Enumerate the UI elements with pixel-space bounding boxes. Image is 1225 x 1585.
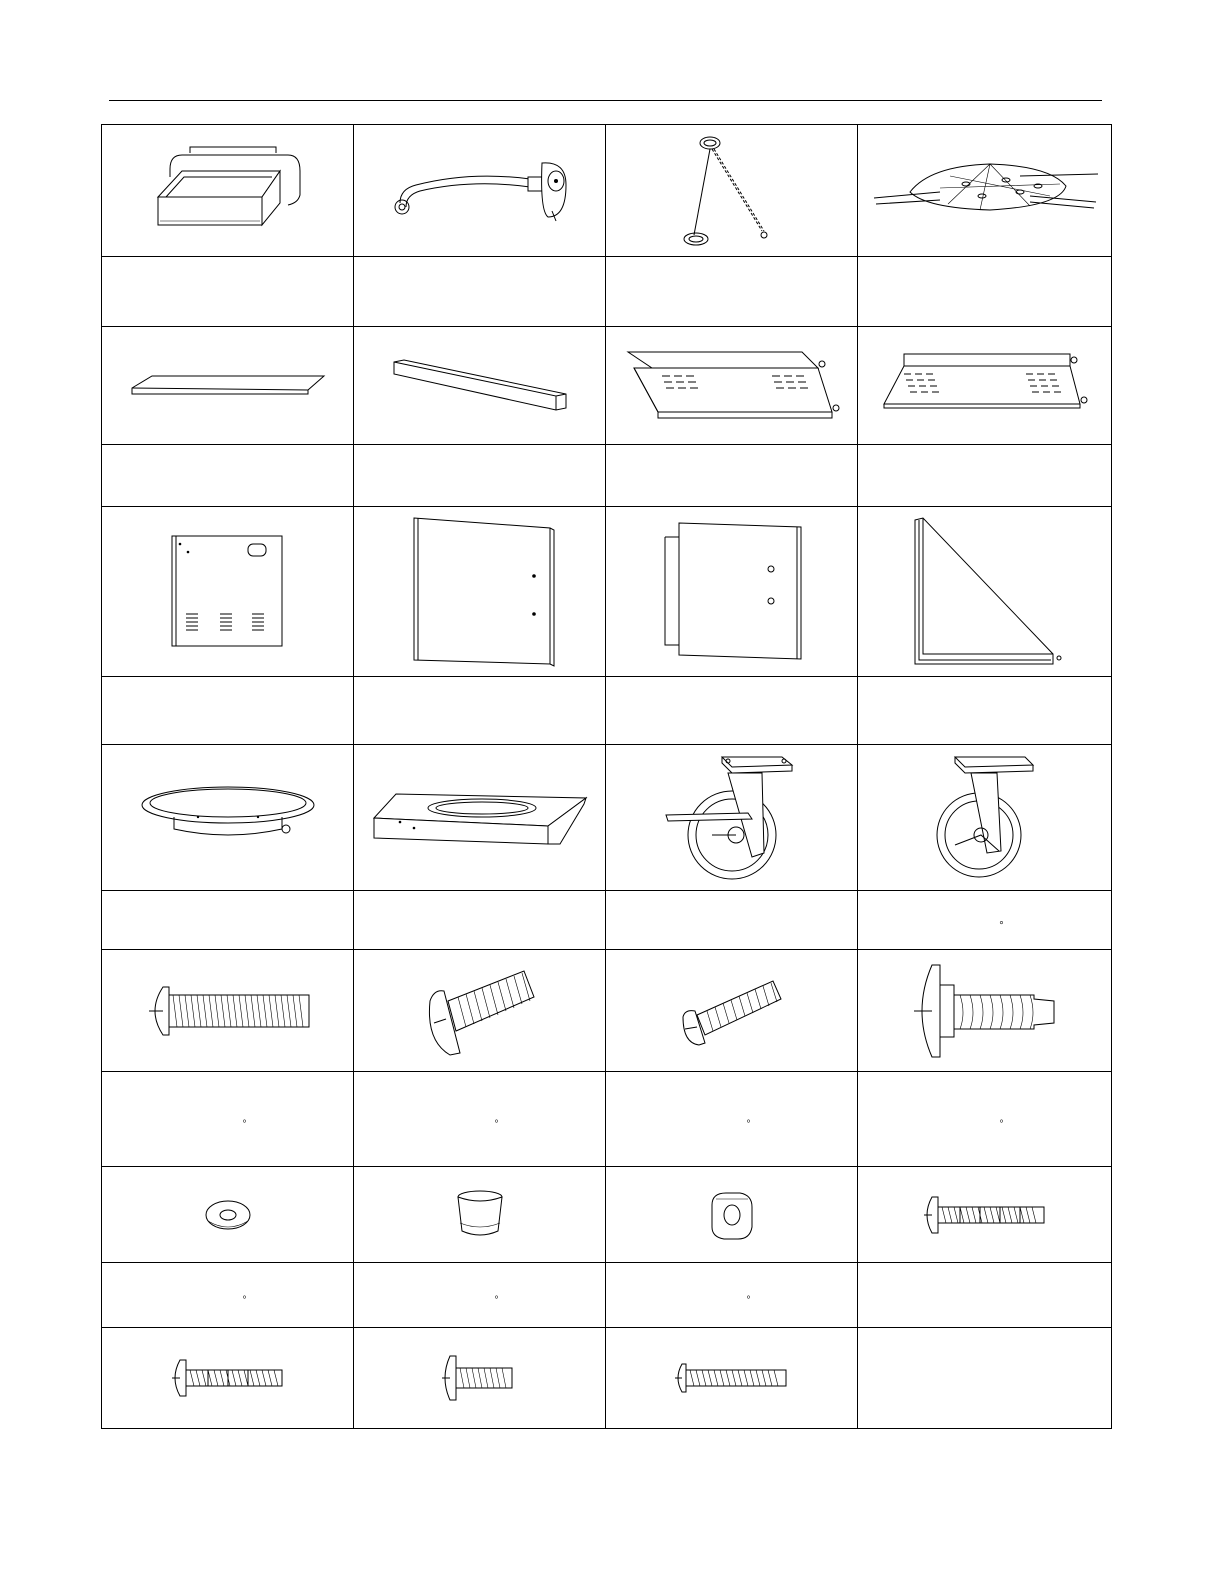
part-label: ° <box>999 1119 1004 1130</box>
header-rule <box>109 100 1102 101</box>
gas-hose-regulator-icon <box>380 141 580 241</box>
part-cell <box>354 950 606 1072</box>
long-bolt-icon <box>143 981 313 1041</box>
right-side-panel-icon <box>657 517 807 667</box>
parts-image-row <box>102 1328 1112 1429</box>
swivel-caster-icon <box>925 753 1045 883</box>
bottom-shelf-icon <box>622 346 842 426</box>
parts-label-row <box>102 677 1112 745</box>
part-cell <box>102 507 354 677</box>
short-bolt-icon <box>677 971 787 1051</box>
rear-panel-icon <box>168 532 288 652</box>
left-side-panel-icon <box>400 514 560 670</box>
part-cell <box>102 125 354 257</box>
drawer-tray-icon <box>148 141 308 241</box>
door-bracket-icon <box>905 514 1065 670</box>
part-label: ° <box>494 1295 499 1306</box>
part-label <box>606 464 857 488</box>
parts-image-row <box>102 507 1112 677</box>
part-label <box>858 1283 1111 1307</box>
part-label: ° <box>494 1119 499 1130</box>
parts-image-row <box>102 950 1112 1072</box>
part-cell <box>354 745 606 891</box>
medium-screw-icon <box>168 1356 288 1400</box>
part-label: ° <box>242 1119 247 1130</box>
part-cell <box>102 1167 354 1263</box>
part-cell <box>354 327 606 445</box>
part-label: ° <box>746 1295 751 1306</box>
part-label <box>354 908 605 932</box>
part-cell <box>102 327 354 445</box>
part-cell <box>354 125 606 257</box>
part-label <box>858 464 1111 488</box>
locking-caster-icon <box>652 753 812 883</box>
part-label <box>606 699 857 723</box>
part-cell <box>858 125 1112 257</box>
part-cell <box>606 327 858 445</box>
part-cell <box>606 745 858 891</box>
part-cell <box>606 950 858 1072</box>
part-cell <box>102 950 354 1072</box>
part-cell <box>858 1328 1112 1429</box>
parts-label-row <box>102 257 1112 327</box>
top-shelf-icon <box>880 346 1090 426</box>
part-cell <box>606 507 858 677</box>
part-label <box>102 908 353 932</box>
long-screw-icon <box>672 1360 792 1396</box>
burner-ring-icon <box>138 783 318 853</box>
machine-screw-icon <box>920 1193 1050 1237</box>
part-cell <box>858 507 1112 677</box>
part-label <box>354 280 605 304</box>
lighter-chain-icon <box>672 131 792 251</box>
part-label <box>354 699 605 723</box>
top-panel-icon <box>370 778 590 858</box>
parts-image-row <box>102 745 1112 891</box>
part-label <box>102 699 353 723</box>
parts-label-row <box>102 1072 1112 1167</box>
part-cell <box>858 745 1112 891</box>
part-cell <box>354 507 606 677</box>
part-cell <box>858 1167 1112 1263</box>
part-cell <box>102 745 354 891</box>
part-cell <box>354 1328 606 1429</box>
part-cell <box>102 1328 354 1429</box>
part-label <box>606 908 857 932</box>
parts-image-row <box>102 125 1112 257</box>
part-cell <box>858 950 1112 1072</box>
part-label <box>606 280 857 304</box>
part-cell <box>354 1167 606 1263</box>
rail-bar-icon <box>390 356 570 416</box>
short-screw-icon <box>440 1350 520 1406</box>
parts-image-row <box>102 327 1112 445</box>
part-label: ° <box>242 1295 247 1306</box>
parts-label-row <box>102 1263 1112 1328</box>
part-label <box>102 280 353 304</box>
parts-label-row <box>102 445 1112 507</box>
rubber-foot-icon <box>450 1187 510 1243</box>
front-panel-icon <box>128 366 328 406</box>
part-label: ° <box>746 1119 751 1130</box>
part-label <box>858 280 1111 304</box>
parts-image-row <box>102 1167 1112 1263</box>
part-label: ° <box>999 920 1004 932</box>
mushroom-bolt-icon <box>420 961 540 1061</box>
parts-list-table <box>101 124 1112 1429</box>
part-label <box>354 464 605 488</box>
flat-washer-icon <box>198 1195 258 1235</box>
part-cell <box>858 327 1112 445</box>
part-label <box>102 464 353 488</box>
nut-icon <box>702 1187 762 1243</box>
part-cell <box>606 1167 858 1263</box>
heat-tent-icon <box>870 156 1100 226</box>
washer-bolt-icon <box>910 961 1060 1061</box>
part-cell <box>606 1328 858 1429</box>
parts-label-row <box>102 891 1112 950</box>
part-label <box>858 699 1111 723</box>
part-cell <box>606 125 858 257</box>
